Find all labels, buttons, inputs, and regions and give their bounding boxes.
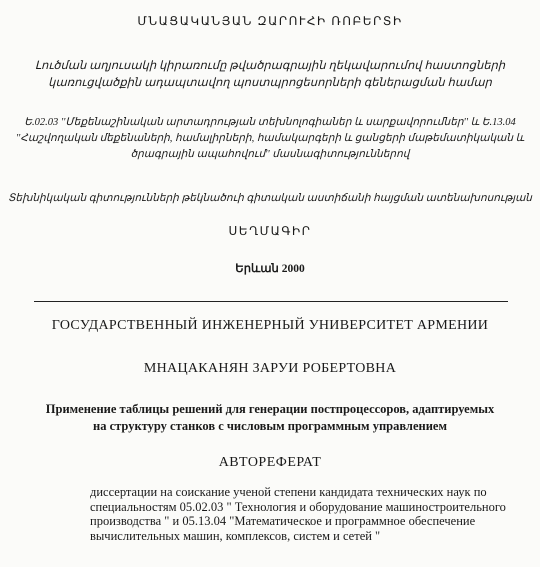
divider-rule [34,301,508,302]
armenian-title-line: կառուցվածքին ադապտավող պոստպրոցեսորների գեներացման համար [48,77,492,89]
russian-description-line: вычислительных машин, комплексов, систем и сетей " [90,528,381,543]
russian-description-line: производства " и 05.13.04 "Математическое и программное обеспечение [90,514,476,528]
russian-description-line: диссертации на соискание ученой степени кандидата технических наук по [90,485,487,499]
armenian-author-name: ՄՆԱՑԱԿԱՆՅԱՆ ԶԱՐՈՒՀԻ ՌՈԲԵՐՏԻ [137,14,403,28]
armenian-abstract-heading: ՍԵՂՄԱԳԻՐ [228,224,312,238]
russian-author-name: МНАЦАКАНЯН ЗАРУИ РОБЕРТОВНА [143,361,397,376]
russian-title-line: Применение таблицы решений для генерации постпроцессоров, адаптируемых [45,402,495,416]
armenian-specialty-line: Ե.02.03 ''Մեքենաշինական արտադրության տեխնոլոգիաներ և սարքավորումներ'' և Ե.13.04 [24,117,516,128]
russian-dissertation-description [90,485,506,543]
armenian-place-year: Երևան 2000 [235,263,305,275]
armenian-specialty-line: ծրագրային ապահովում'' մասնագիտություններով [130,149,410,160]
russian-abstract-heading: АВТОРЕФЕРАТ [218,455,322,470]
armenian-dissertation-title [0,58,540,92]
russian-dissertation-title [0,401,540,435]
russian-university-name: ГОСУДАРСТВЕННЫЙ ИНЖЕНЕРНЫЙ УНИВЕРСИТЕТ АРМЕНИИ [51,318,489,333]
armenian-degree-line: Տեխնիկական գիտությունների թեկնածուի գիտական աստիճանի հայցման ատենախոսության [8,193,532,204]
armenian-specialty-line: ''Հաշվողական մեքենաների, համալիրների, համակարգերի և ցանցերի մաթեմատիկական և [15,133,525,144]
armenian-title-line: Լուծման աղյուսակի կիրառումը թվածրագրային ղեկավարումով հաստոցների [34,60,506,72]
armenian-specialty [0,115,540,163]
russian-title-line: на структуру станков с числовым программным управлением [93,419,447,433]
russian-description-line: специальностям 05.02.03 " Технология и оборудование машиностроительного [90,499,506,514]
